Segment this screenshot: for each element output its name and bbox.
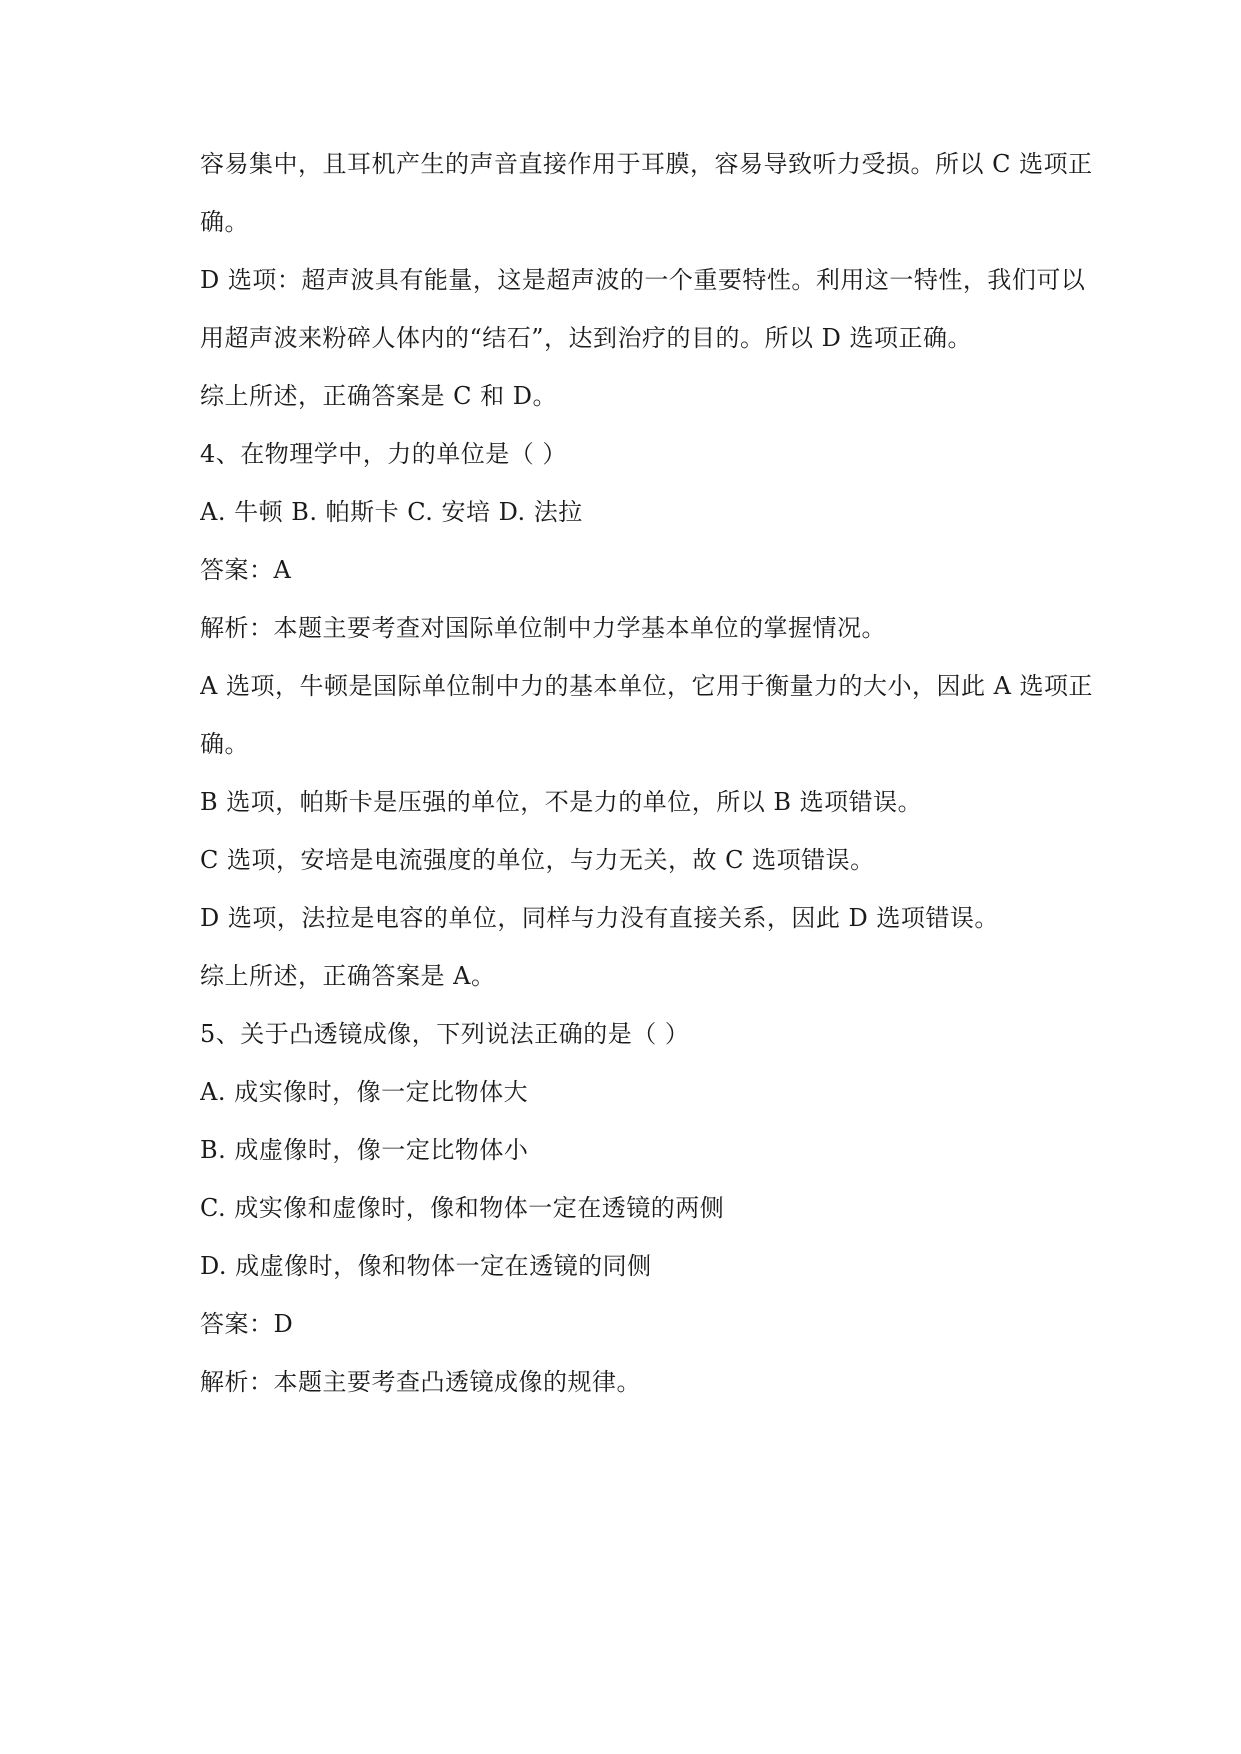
text-line: 确。 [200, 730, 249, 758]
text-line: C 选项，安培是电流强度的单位，与力无关，故 C 选项错误。 [200, 846, 875, 874]
question-5-analysis: 解析：本题主要考查凸透镜成像的规律。 [200, 1368, 641, 1396]
text-line: 容易集中，且耳机产生的声音直接作用于耳膜，容易导致听力受损。所以 C 选项正 [200, 150, 1093, 178]
text-line: 确。 [200, 208, 249, 236]
question-5-option-a: A. 成实像时，像一定比物体大 [200, 1078, 529, 1106]
question-5-option-b: B. 成虚像时，像一定比物体小 [200, 1136, 529, 1164]
question-4-options: A. 牛顿 B. 帕斯卡 C. 安培 D. 法拉 [200, 498, 583, 526]
question-5-answer: 答案：D [200, 1310, 294, 1338]
question-5-option-c: C. 成实像和虚像时，像和物体一定在透镜的两侧 [200, 1194, 725, 1222]
question-5-option-d: D. 成虚像时，像和物体一定在透镜的同侧 [200, 1252, 652, 1280]
text-line: D 选项：超声波具有能量，这是超声波的一个重要特性。利用这一特性，我们可以 [200, 266, 1086, 294]
text-line: D 选项，法拉是电容的单位，同样与力没有直接关系，因此 D 选项错误。 [200, 904, 999, 932]
text-line: 综上所述，正确答案是 C 和 D。 [200, 382, 557, 410]
question-4-stem: 4、在物理学中，力的单位是（ ） [200, 440, 567, 468]
text-line: B 选项，帕斯卡是压强的单位，不是力的单位，所以 B 选项错误。 [200, 788, 923, 816]
text-line: A 选项，牛顿是国际单位制中力的基本单位，它用于衡量力的大小，因此 A 选项正 [200, 672, 1094, 700]
question-4-analysis: 解析：本题主要考查对国际单位制中力学基本单位的掌握情况。 [200, 614, 886, 642]
question-4-answer: 答案：A [200, 556, 292, 584]
text-line: 用超声波来粉碎人体内的“结石”，达到治疗的目的。所以 D 选项正确。 [200, 324, 973, 352]
question-5-stem: 5、关于凸透镜成像，下列说法正确的是（ ） [200, 1020, 690, 1048]
text-line: 综上所述，正确答案是 A。 [200, 962, 496, 990]
